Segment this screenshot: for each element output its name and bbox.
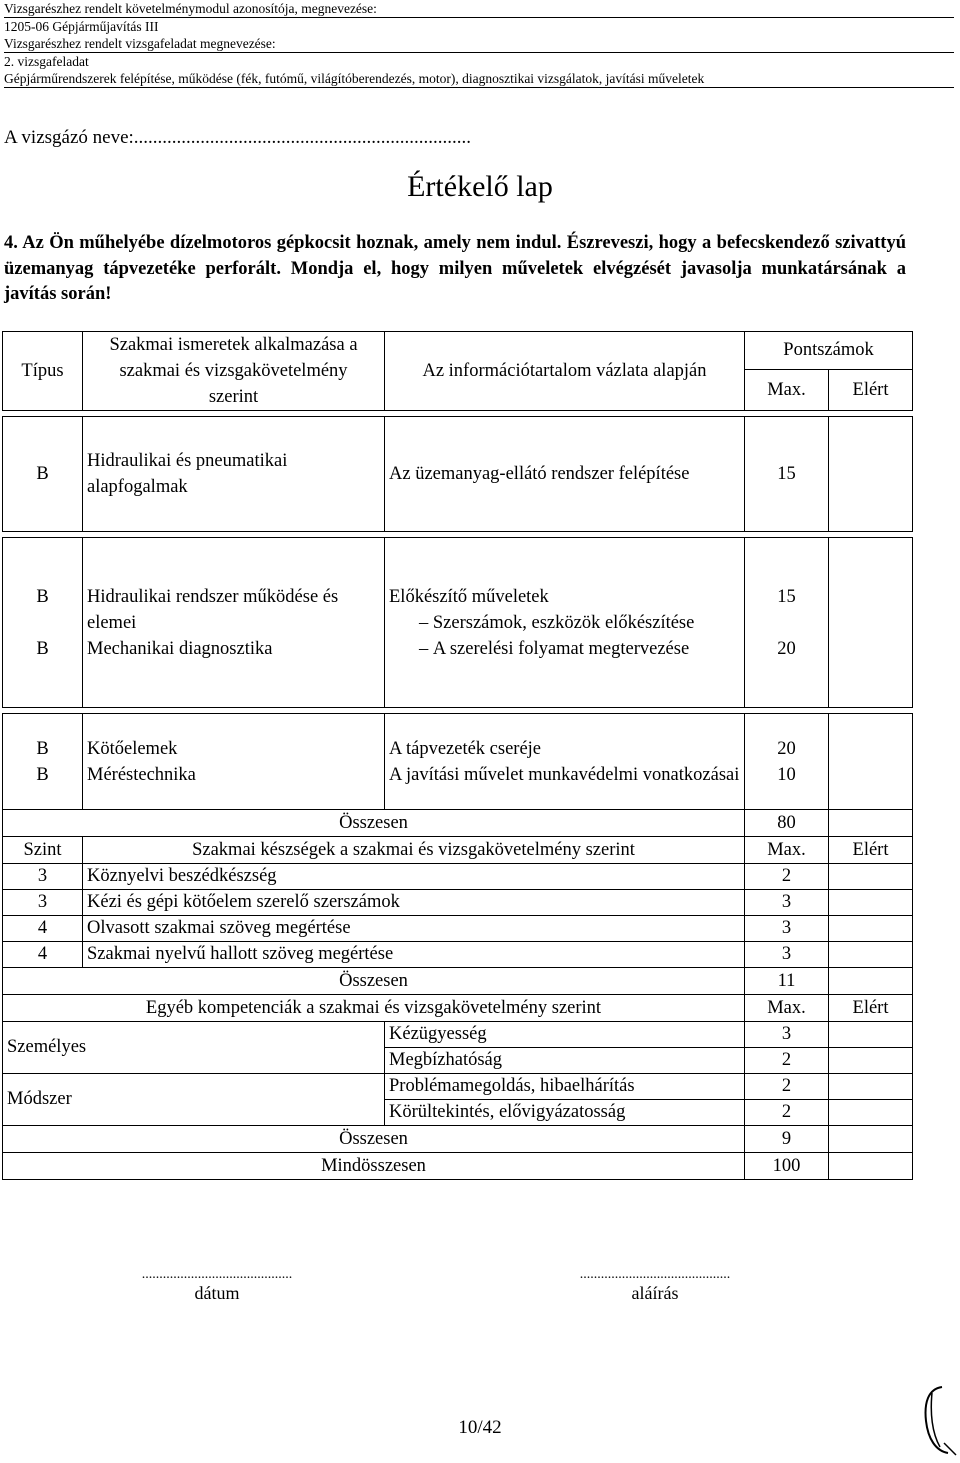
max-points-cell: 3 <box>745 1022 829 1048</box>
outline-cell <box>385 714 745 810</box>
total-max: 80 <box>745 810 829 837</box>
knowledge-item: Mechanikai diagnosztika <box>87 638 273 659</box>
level-cell: 3 <box>3 890 83 916</box>
max-column-header: Max. <box>745 837 829 864</box>
outline-bullet-text: Szerszámok, eszközök előkészítése <box>432 612 695 633</box>
grand-total-label: Mindösszesen <box>3 1153 745 1180</box>
max-points-cell <box>745 714 829 810</box>
outline-cell: Az üzemanyag-ellátó rendszer felépítése <box>385 417 745 532</box>
competency-name: Megbízhatóság <box>385 1048 745 1074</box>
achieved-points-cell[interactable] <box>829 864 913 890</box>
grand-total-row <box>3 1153 913 1180</box>
max-points-cell: 2 <box>745 1074 829 1100</box>
skill-name: Olvasott szakmai szöveg megértése <box>83 916 745 942</box>
outline-bullet-text: A szerelési folyamat megtervezése <box>432 638 690 659</box>
header-line-4: 2. vizsgafeladat <box>4 53 89 69</box>
signature-block <box>520 1267 790 1304</box>
total-max: 9 <box>745 1126 829 1153</box>
level-cell: 4 <box>3 942 83 968</box>
max-points-cell: 3 <box>745 916 829 942</box>
skills-total-row <box>3 968 913 995</box>
type-value: B <box>36 738 49 759</box>
max-column-header: Max. <box>745 370 829 411</box>
total-label: Összesen <box>3 1126 745 1153</box>
achieved-points-cell[interactable] <box>829 714 913 810</box>
total-max: 11 <box>745 968 829 995</box>
knowledge-column-header: Szakmai ismeretek alkalmazása a szakmai és vizsgakövetelmény szerint <box>83 332 385 411</box>
knowledge-item: Méréstechnika <box>87 764 196 785</box>
other-header-row <box>3 995 913 1022</box>
type-cell: B <box>3 417 83 532</box>
other-competencies-title: Egyéb kompetenciák a szakmai és vizsgakövetelmény szerint <box>3 995 745 1022</box>
evaluation-table <box>2 331 913 1180</box>
other-total-row <box>3 1126 913 1153</box>
max-column-header: Max. <box>745 995 829 1022</box>
max-points-cell <box>745 538 829 708</box>
competency-name: Körültekintés, elővigyázatosság <box>385 1100 745 1126</box>
examinee-name-field[interactable]: A vizsgázó neve:....................................................................... <box>4 127 472 148</box>
table-row <box>3 1022 913 1048</box>
achieved-points-cell[interactable] <box>829 1022 913 1048</box>
type-column-header: Típus <box>3 332 83 411</box>
table-row <box>3 864 913 890</box>
knowledge-cell <box>83 714 385 810</box>
total-label: Összesen <box>3 968 745 995</box>
header-divider <box>4 17 954 18</box>
type-cell <box>3 714 83 810</box>
table-row <box>3 942 913 968</box>
achieved-points-cell[interactable] <box>829 538 913 708</box>
achieved-points-cell[interactable] <box>829 890 913 916</box>
outline-bullet-item: – A szerelési folyamat megtervezése <box>419 638 690 659</box>
points-column-header: Pontszámok <box>745 332 913 370</box>
table-row <box>3 538 913 708</box>
signature-label: aláírás <box>631 1283 679 1303</box>
outline-line: A javítási művelet munkavédelmi vonatkozásai <box>389 764 740 785</box>
table-row <box>3 890 913 916</box>
table-row <box>3 916 913 942</box>
outline-cell <box>385 538 745 708</box>
achieved-points-cell[interactable] <box>829 916 913 942</box>
header-line-1: Vizsgarészhez rendelt követelménymodul azonosítója, megnevezése: <box>4 1 377 16</box>
grand-total-achieved-cell[interactable] <box>829 1153 913 1180</box>
level-column-header: Szint <box>3 837 83 864</box>
header-line-5: Gépjárműrendszerek felépítése, működése (fék, futómű, világítóberendezés, motor), diagnosztikai vizsgálatok, javítási műveletek <box>4 71 705 87</box>
outline-column-header: Az információtartalom vázlata alapján <box>385 332 745 411</box>
knowledge-item: Hidraulikai rendszer működése és elemei <box>87 586 339 633</box>
type-value: B <box>36 638 49 659</box>
max-points-cell: 2 <box>745 864 829 890</box>
knowledge-cell: Hidraulikai és pneumatikai alapfogalmak <box>83 417 385 532</box>
level-cell: 4 <box>3 916 83 942</box>
grand-total-max: 100 <box>745 1153 829 1180</box>
max-points-cell: 3 <box>745 942 829 968</box>
handwritten-initial-icon <box>918 1383 958 1458</box>
achieved-points-cell[interactable] <box>829 942 913 968</box>
competency-name: Kézügyesség <box>385 1022 745 1048</box>
competency-name: Problémamegoldás, hibaelhárítás <box>385 1074 745 1100</box>
skills-header-row <box>3 837 913 864</box>
type-cell <box>3 538 83 708</box>
outline-title: Előkészítő műveletek <box>389 586 549 607</box>
header-divider <box>4 87 954 88</box>
page-header <box>4 0 954 88</box>
skill-name: Kézi és gépi kötőelem szerelő szerszámok <box>83 890 745 916</box>
skills-title: Szakmai készségek a szakmai és vizsgakövetelmény szerint <box>83 837 745 864</box>
max-points-cell: 3 <box>745 890 829 916</box>
max-value: 15 <box>777 586 796 607</box>
knowledge-cell <box>83 538 385 708</box>
max-points-cell: 2 <box>745 1100 829 1126</box>
level-cell: 3 <box>3 864 83 890</box>
achieved-column-header: Elért <box>829 995 913 1022</box>
header-line-3: Vizsgarészhez rendelt vizsgafeladat megnevezése: <box>4 36 276 52</box>
skill-name: Szakmai nyelvű hallott szöveg megértése <box>83 942 745 968</box>
signature-line[interactable]: ........................................... <box>579 1267 731 1282</box>
knowledge-item: Kötőelemek <box>87 738 178 759</box>
date-label: dátum <box>194 1283 240 1303</box>
total-label: Összesen <box>3 810 745 837</box>
table-row <box>3 714 913 810</box>
max-value: 20 <box>777 638 796 659</box>
skill-name: Köznyelvi beszédkészség <box>83 864 745 890</box>
page-title: Értékelő lap <box>407 170 553 203</box>
achieved-points-cell[interactable] <box>829 1048 913 1074</box>
max-points-cell: 15 <box>745 417 829 532</box>
max-value: 10 <box>777 764 796 785</box>
competency-group: Módszer <box>3 1074 385 1126</box>
outline-title: A tápvezeték cseréje <box>389 738 542 759</box>
total-achieved-cell[interactable] <box>829 1126 913 1153</box>
achieved-points-cell[interactable] <box>829 417 913 532</box>
header-line-2: 1205-06 Gépjárműjavítás III <box>4 18 159 34</box>
achieved-points-cell[interactable] <box>829 1100 913 1126</box>
competency-group: Személyes <box>3 1022 385 1074</box>
table-row <box>3 417 913 532</box>
type-value: B <box>36 764 49 785</box>
task-description: 4. Az Ön műhelyébe dízelmotoros gépkocsit hoznak, amely nem indul. Észreveszi, hogy a befecskendező szivattyú üzemanyag tápvezetéke perforált. Mondja el, hogy milyen műveletek elvégzését javasolja munkatársának a javítás során! <box>4 233 906 304</box>
achieved-points-cell[interactable] <box>829 1074 913 1100</box>
outline-bullet-item: – Szerszámok, eszközök előkészítése <box>419 612 695 633</box>
achieved-column-header: Elért <box>829 370 913 411</box>
achieved-column-header: Elért <box>829 837 913 864</box>
table-row <box>3 1074 913 1100</box>
knowledge-total-row <box>3 810 913 837</box>
header-divider <box>4 52 954 53</box>
total-achieved-cell[interactable] <box>829 810 913 837</box>
date-line[interactable]: ........................................... <box>141 1267 293 1282</box>
date-signature-block <box>82 1267 352 1304</box>
max-points-cell: 2 <box>745 1048 829 1074</box>
type-value: B <box>36 586 49 607</box>
total-achieved-cell[interactable] <box>829 968 913 995</box>
page-number: 10/42 <box>458 1417 502 1438</box>
max-value: 20 <box>777 738 796 759</box>
